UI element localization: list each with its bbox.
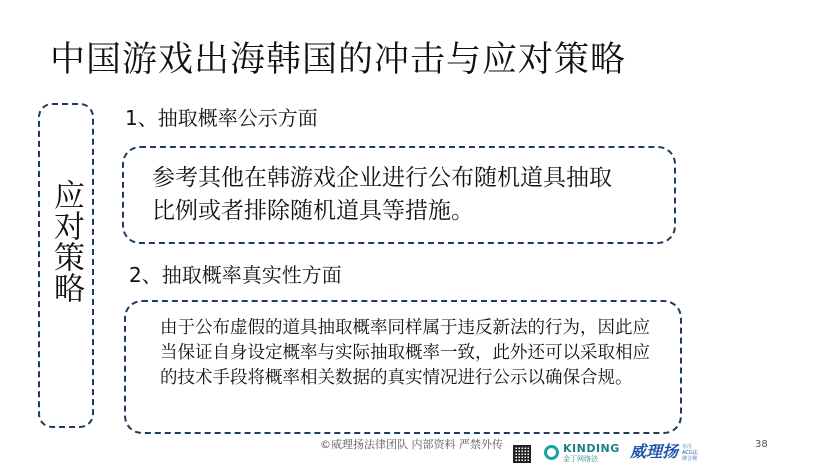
page-number: 38 — [755, 439, 768, 450]
kinding-logo-subtitle: 金丁网络法 — [563, 455, 598, 463]
kinding-logo-name: KINDING — [563, 442, 620, 455]
kinding-logo — [544, 443, 624, 463]
kinding-logo-icon — [544, 445, 559, 460]
weiliyang-logo — [630, 441, 700, 463]
weiliyang-logo-name: 威理扬 — [630, 442, 679, 461]
section1-heading: 1、抽取概率公示方面 — [125, 106, 318, 130]
section2-box — [124, 300, 682, 434]
side-label-box — [38, 103, 94, 428]
section1-body: 参考其他在韩游戏企业进行公布随机道具抽取比例或者排除随机道具等措施。 — [152, 165, 612, 224]
weiliyang-logo-tagline: 专注 ACG法律合规 — [682, 444, 698, 462]
section2-heading: 2、抽取概率真实性方面 — [129, 263, 342, 287]
slide-title: 中国游戏出海韩国的冲击与应对策略 — [50, 40, 627, 80]
section1-box — [122, 146, 676, 244]
footer-text: ©威理扬法律团队 内部资料 严禁外传 — [320, 438, 503, 451]
side-label: 应对策略 — [48, 179, 84, 303]
section2-body: 由于公布虚假的道具抽取概率同样属于违反新法的行为，因此应当保证自身设定概率与实际抽取概率一致，此外还可以采取相应的技术手段将概率相关数据的真实情况进行公示以确保合规。 — [160, 318, 650, 388]
qr-code-icon — [513, 445, 531, 463]
